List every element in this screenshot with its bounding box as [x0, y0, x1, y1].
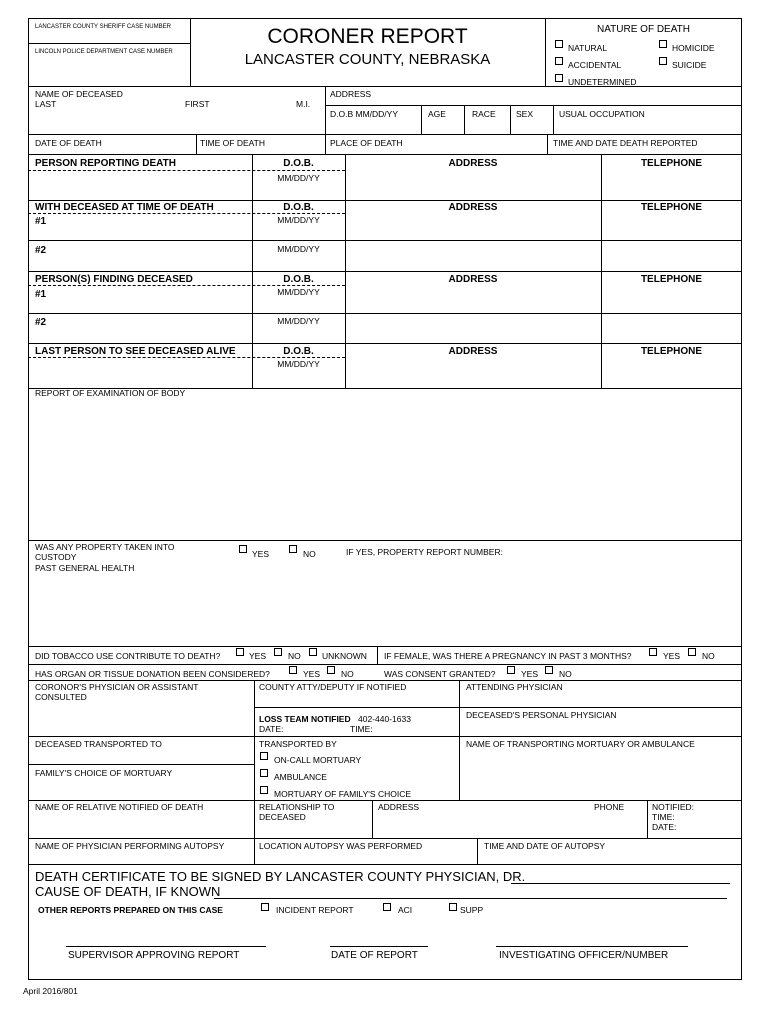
- transporting-name-label: NAME OF TRANSPORTING MORTUARY OR AMBULANCE: [466, 739, 695, 749]
- loss-team-label: LOSS TEAM NOTIFIED: [259, 714, 351, 724]
- dob-header: D.O.B.: [283, 202, 314, 213]
- other-reports-label: OTHER REPORTS PREPARED ON THIS CASE: [38, 905, 223, 915]
- dob-format: MM/DD/YY: [277, 316, 320, 326]
- last-person-label: LAST PERSON TO SEE DECEASED ALIVE: [35, 346, 236, 357]
- time-reported-label: TIME AND DATE DEATH REPORTED: [553, 138, 698, 148]
- tobacco-unknown-label: UNKNOWN: [322, 651, 367, 661]
- relative-address-label: ADDRESS: [378, 802, 420, 812]
- address-header: ADDRESS: [448, 158, 498, 169]
- pregnancy-no-label: NO: [702, 651, 715, 661]
- homicide-checkbox[interactable]: [659, 40, 667, 48]
- sheriff-case-label: LANCASTER COUNTY SHERIFF CASE NUMBER: [35, 24, 171, 30]
- physician-consulted-label: CORONOR'S PHYSICIAN OR ASSISTANT: [35, 682, 199, 692]
- loss-team-phone: 402-440-1633: [358, 714, 411, 724]
- relative-phone-label: PHONE: [594, 802, 625, 812]
- property-yes-checkbox[interactable]: [239, 545, 247, 553]
- family-mortuary-checkbox[interactable]: [260, 786, 268, 794]
- occupation-label: USUAL OCCUPATION: [559, 109, 645, 119]
- attending-physician-label: ATTENDING PHYSICIAN: [466, 682, 563, 692]
- place-of-death-label: PLACE OF DEATH: [330, 138, 403, 148]
- county-atty-label: COUNTY ATTY/DEPUTY IF NOTIFIED: [259, 682, 407, 692]
- consent-no-checkbox[interactable]: [545, 666, 553, 674]
- form-title: CORONER REPORT: [267, 25, 468, 48]
- natural-checkbox[interactable]: [555, 40, 563, 48]
- person-reporting-label: PERSON REPORTING DEATH: [35, 158, 176, 169]
- tobacco-question: DID TOBACCO USE CONTRIBUTE TO DEATH?: [35, 651, 221, 661]
- date-of-report-label: DATE OF REPORT: [331, 950, 418, 961]
- supp-checkbox[interactable]: [449, 903, 457, 911]
- form-subtitle: LANCASTER COUNTY, NEBRASKA: [244, 51, 491, 68]
- finding-deceased-1: #1: [35, 289, 47, 300]
- notified-label: NOTIFIED:: [652, 802, 695, 812]
- dob-format: MM/DD/YY: [277, 244, 320, 254]
- property-no-label: NO: [303, 549, 316, 559]
- finding-deceased-2: #2: [35, 317, 47, 328]
- organ-no-checkbox[interactable]: [327, 666, 335, 674]
- with-deceased-2: #2: [35, 245, 47, 256]
- relationship-label: RELATIONSHIP TO: [259, 802, 335, 812]
- dob-format: MM/DD/YY: [277, 215, 320, 225]
- finding-deceased-label: PERSON(S) FINDING DECEASED: [35, 274, 193, 285]
- loss-team-date-label: DATE:: [259, 724, 284, 734]
- property-question-2: CUSTODY: [35, 552, 77, 562]
- transported-by-label: TRANSPORTED BY: [259, 739, 337, 749]
- address-label: ADDRESS: [330, 89, 372, 99]
- race-label: RACE: [472, 109, 496, 119]
- notified-time-label: TIME:: [652, 812, 675, 822]
- organ-no-label: NO: [341, 669, 354, 679]
- family-mortuary-label: MORTUARY OF FAMILY'S CHOICE: [274, 789, 412, 799]
- first-name-label: FIRST: [185, 99, 210, 109]
- on-call-mortuary-checkbox[interactable]: [260, 752, 268, 760]
- on-call-mortuary-label: ON-CALL MORTUARY: [274, 755, 362, 765]
- tobacco-yes-label: YES: [249, 651, 267, 661]
- property-no-checkbox[interactable]: [289, 545, 297, 553]
- tobacco-unknown-checkbox[interactable]: [309, 648, 317, 656]
- supervisor-label: SUPERVISOR APPROVING REPORT: [68, 950, 240, 961]
- natural-label: NATURAL: [568, 43, 608, 53]
- suicide-checkbox[interactable]: [659, 57, 667, 65]
- autopsy-physician-label: NAME OF PHYSICIAN PERFORMING AUTOPSY: [35, 841, 225, 851]
- tobacco-no-label: NO: [288, 651, 301, 661]
- homicide-label: HOMICIDE: [672, 43, 715, 53]
- aci-label: ACI: [398, 905, 413, 915]
- telephone-header: TELEPHONE: [640, 274, 703, 285]
- accidental-label: ACCIDENTAL: [568, 60, 622, 70]
- death-certificate-label: DEATH CERTIFICATE TO BE SIGNED BY LANCASTER COUNTY PHYSICIAN, DR.: [35, 869, 526, 884]
- undetermined-label: UNDETERMINED: [568, 77, 637, 87]
- address-header: ADDRESS: [448, 274, 498, 285]
- personal-physician-label: DECEASED'S PERSONAL PHYSICIAN: [466, 710, 617, 720]
- address-header: ADDRESS: [448, 346, 498, 357]
- consent-yes-checkbox[interactable]: [507, 666, 515, 674]
- ambulance-label: AMBULANCE: [274, 772, 327, 782]
- police-case-label: LINCOLN POLICE DEPARTMENT CASE NUMBER: [35, 49, 173, 55]
- pregnancy-no-checkbox[interactable]: [688, 648, 696, 656]
- investigating-officer-label: INVESTIGATING OFFICER/NUMBER: [499, 950, 669, 961]
- property-question: WAS ANY PROPERTY TAKEN INTO: [35, 542, 175, 552]
- dob-header: D.O.B.: [283, 158, 314, 169]
- relative-notified-label: NAME OF RELATIVE NOTIFIED OF DEATH: [35, 802, 204, 812]
- loss-team-time-label: TIME:: [350, 724, 373, 734]
- nature-of-death-title: NATURE OF DEATH: [597, 24, 690, 35]
- sex-label: SEX: [516, 109, 534, 119]
- autopsy-location-label: LOCATION AUTOPSY WAS PERFORMED: [259, 841, 423, 851]
- with-deceased-1: #1: [35, 216, 47, 227]
- middle-initial-label: M.I.: [296, 99, 311, 109]
- supp-label: SUPP: [460, 905, 484, 915]
- time-of-death-label: TIME OF DEATH: [200, 138, 266, 148]
- pregnancy-yes-label: YES: [663, 651, 681, 661]
- telephone-header: TELEPHONE: [640, 202, 703, 213]
- property-yes-label: YES: [252, 549, 270, 559]
- organ-yes-checkbox[interactable]: [289, 666, 297, 674]
- past-health-label: PAST GENERAL HEALTH: [35, 563, 135, 573]
- telephone-header: TELEPHONE: [640, 158, 703, 169]
- family-choice-label: FAMILY'S CHOICE OF MORTUARY: [35, 768, 173, 778]
- cause-of-death-label: CAUSE OF DEATH, IF KNOWN: [35, 884, 221, 899]
- name-of-deceased-label: NAME OF DECEASED: [35, 89, 123, 99]
- tobacco-no-checkbox[interactable]: [274, 648, 282, 656]
- age-label: AGE: [428, 109, 446, 119]
- consent-question: WAS CONSENT GRANTED?: [384, 669, 496, 679]
- notified-date-label: DATE:: [652, 822, 677, 832]
- aci-checkbox[interactable]: [383, 903, 391, 911]
- address-header: ADDRESS: [448, 202, 498, 213]
- pregnancy-question: IF FEMALE, WAS THERE A PREGNANCY IN PAST 3 MONTHS?: [384, 651, 632, 661]
- date-of-death-label: DATE OF DEATH: [35, 138, 102, 148]
- last-name-label: LAST: [35, 99, 57, 109]
- consent-yes-label: YES: [521, 669, 539, 679]
- tobacco-yes-checkbox[interactable]: [236, 648, 244, 656]
- dob-format: MM/DD/YY: [277, 359, 320, 369]
- ambulance-checkbox[interactable]: [260, 769, 268, 777]
- dob-format: MM/DD/YY: [277, 287, 320, 297]
- consent-no-label: NO: [559, 669, 572, 679]
- dob-header: D.O.B.: [283, 346, 314, 357]
- organ-question: HAS ORGAN OR TISSUE DONATION BEEN CONSIDERED?: [35, 669, 270, 679]
- autopsy-time-label: TIME AND DATE OF AUTOPSY: [484, 841, 606, 851]
- dob-format: MM/DD/YY: [277, 173, 320, 183]
- form-version-label: April 2016/801: [23, 986, 78, 996]
- organ-yes-label: YES: [303, 669, 321, 679]
- dob-header: D.O.B.: [283, 274, 314, 285]
- report-exam-label: REPORT OF EXAMINATION OF BODY: [35, 388, 186, 398]
- accidental-checkbox[interactable]: [555, 57, 563, 65]
- with-deceased-label: WITH DECEASED AT TIME OF DEATH: [35, 202, 214, 213]
- physician-consulted-label-2: CONSULTED: [35, 692, 87, 702]
- incident-report-checkbox[interactable]: [261, 903, 269, 911]
- relationship-label-2: DECEASED: [259, 812, 306, 822]
- suicide-label: SUICIDE: [672, 60, 707, 70]
- pregnancy-yes-checkbox[interactable]: [649, 648, 657, 656]
- dob-label: D.O.B MM/DD/YY: [330, 109, 399, 119]
- telephone-header: TELEPHONE: [640, 346, 703, 357]
- transported-to-label: DECEASED TRANSPORTED TO: [35, 739, 162, 749]
- property-report-number-label: IF YES, PROPERTY REPORT NUMBER:: [346, 547, 503, 557]
- incident-report-label: INCIDENT REPORT: [276, 905, 354, 915]
- undetermined-checkbox[interactable]: [555, 74, 563, 82]
